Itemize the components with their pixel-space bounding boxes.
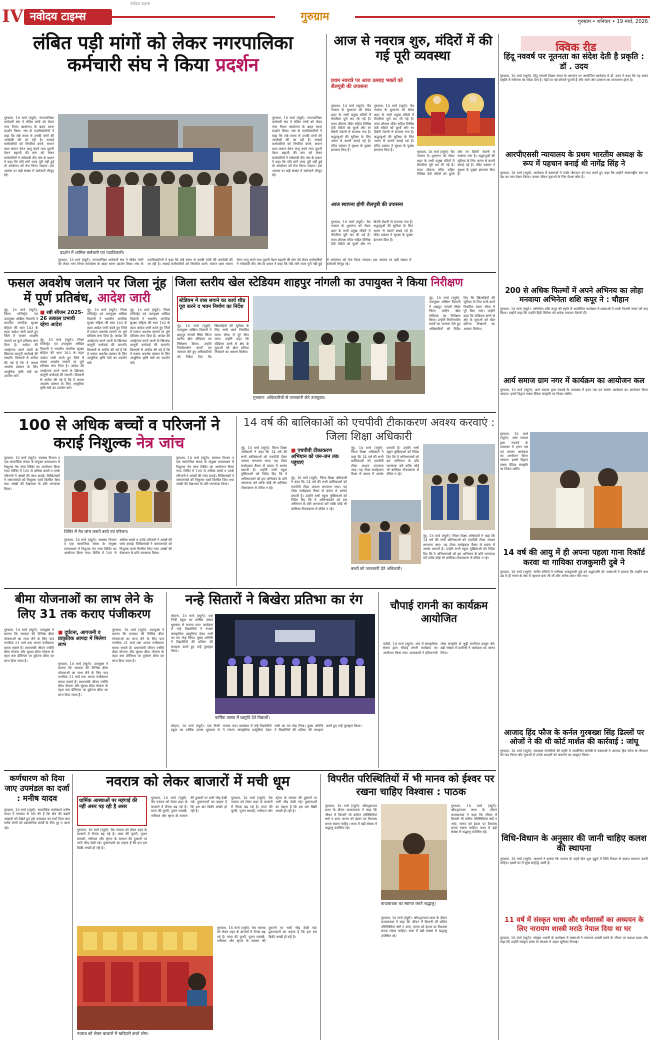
faith-photo	[381, 804, 447, 900]
divider-1	[4, 272, 496, 273]
headline-eye-accent: नेत्र जांच	[136, 434, 185, 452]
headline-stadium-accent: निरीक्षण	[430, 276, 464, 289]
protest-photo-image	[58, 114, 268, 249]
little-stars-caption: वार्षिक उत्सव में प्रस्तुति देते विद्यार्थी।	[215, 715, 270, 720]
headline-protest	[4, 34, 322, 76]
section-name: गुरुग्राम	[275, 9, 355, 25]
headline-subdivision: कर्णधारण को दिया जाए उपमंडल का दर्जा : मनीष यादव	[4, 774, 70, 803]
divider-3	[4, 588, 496, 589]
headline-navratri-market: नवरात्र को लेकर बाजारों में मची धूम	[106, 774, 290, 790]
eye-body-col2: गुरुग्राम, 18 मार्च (ब्यूरो): स्वास्थ्य विभाग व एक सामाजिक संस्था के संयुक्त तत्वावधान में निशुल्क नेत्र जांच शिविर का आयोजन किया गया। शिविर में 100 से अधिक बच्चों व उनके परिजनों ने आंखों की जांच कराई। चिकित्सकों ने जरूरतमंदों को निशुल्क चश्मे वितरित किए तथा आंखों की देखभाल के प्रति जागरूक किया।	[64, 538, 172, 556]
quickread-body-3: गुरुग्राम, 18 मार्च (ब्यूरो): अभिनेता शशि कपूर की स्मृति में आयोजित कार्यक्रम में वक्ताओं ने उनके फिल्मी सफर को याद किया। उन्होंने कहा कि उन्होंने हिंदी सिनेमा को अनेक यादगार फिल्में दीं।	[500, 307, 648, 316]
hpv-body-col4: नूंह, 18 मार्च (ब्यूरो): जिला शिक्षा अधिकारी ने कहा कि 14 वर्ष की सभी बालिकाओं को एचपीवी टीका अवश्य लगवाया जाए। यह टीका सर्वाइकल कैंसर से बचाव में अत्यंत प्रभावी है। उन्होंने सभी स्कूल मुखियाओं को निर्देश दिए कि वे अभिभावकों को इस अभियान के प्रति जागरूक करें ताकि कोई भी बालिका टीकाकरण से वंचित न रहे।	[423, 534, 495, 561]
navratri-body-col1: गुरुग्राम, 18 मार्च (ब्यूरो): चैत्र नवरात्र के शुभारंभ को लेकर शहर के सभी प्रमुख मंदिरों में तैयारियां पूरी कर ली गई हैं। माता शीतला मंदिर सहित विभिन्न देवी मंदिरों को फूलों और रंग बिरंगी रोशनी से सजाया गया है। श्रद्धालुओं की सुविधा के लिए अलग से कतारें बनाई गई हैं। मंदिर प्रबंधन ने सुरक्षा के पुख्ता इंतजाम किए हैं।	[331, 104, 371, 153]
headline-hpv: 14 वर्ष की बालिकाओं को एचपीवी टीकाकरण अवश्य करवाएं : जिला शिक्षा अधिकारी	[243, 416, 495, 443]
article-eye-camp	[4, 416, 234, 586]
ragni-body: पटौदी, 18 मार्च (ब्यूरो): गांव में सांस्कृतिक संस्था द्वारा चौपाई रागनी कार्यक्रम का आयोजन किया गया। कलाकारों ने हरियाणवी लोक संस्कृति से जुड़ी रागनियां प्रस्तुत कीं। बड़ी संख्या में ग्रामीणों ने कार्यक्रम का आनंद लिया।	[383, 642, 495, 655]
crop-body-col3: नूंह, 18 मार्च (ब्यूरो): जिला मजिस्ट्रेट एवं उपायुक्त अखिल पिलानी ने भारतीय नागरिक सुरक्षा संहिता की धारा 163 के तहत आदेश जारी करते हुए जिले में फसल अवशेष जलाने पर पूर्ण प्रतिबंध लगा दिया है। आदेश की अवहेलना करने वालों के खिलाफ कानूनी कार्रवाई की जाएगी। किसानों से अपील की गई है कि वे फसल अवशेष प्रबंधन के लिए आधुनिक कृषि यंत्रों का उपयोग करें।	[87, 308, 127, 365]
crop-sub-text: रबी सीजन 2025-26 तत्काल प्रभावी रहेगा आदेश	[40, 310, 84, 328]
crop-body-col2: नूंह, 18 मार्च (ब्यूरो): जिला मजिस्ट्रेट एवं उपायुक्त अखिल पिलानी ने भारतीय नागरिक सुरक्षा संहिता की धारा 163 के तहत आदेश जारी करते हुए जिले में फसल अवशेष जलाने पर पूर्ण प्रतिबंध लगा दिया है। आदेश की अवहेलना करने वालों के खिलाफ कानूनी कार्रवाई की जाएगी। किसानों से अपील की गई है कि वे फसल अवशेष प्रबंधन के लिए आधुनिक कृषि यंत्रों का उपयोग करें।	[40, 338, 84, 391]
navratri-body-col4: गुरुग्राम, 18 मार्च (ब्यूरो): चैत्र नवरात्र के शुभारंभ को लेकर शहर के सभी प्रमुख मंदिरों में तैयारियां पूरी कर ली गई हैं। माता शीतला मंदिर सहित विभिन्न देवी मंदिरों को फूलों और रंग बिरंगी रोशनी से सजाया गया है। श्रद्धालुओं की सुविधा के लिए अलग से कतारें बनाई गई हैं। मंदिर प्रबंधन ने सुरक्षा के पुख्ता इंतजाम किए हैं।	[417, 150, 495, 177]
headline-stadium	[175, 276, 497, 289]
quickread-item-2	[500, 150, 648, 284]
navratri-body-col2: गुरुग्राम, 18 मार्च (ब्यूरो): चैत्र नवरात्र के शुभारंभ को लेकर शहर के सभी प्रमुख मंदिरों में तैयारियां पूरी कर ली गई हैं। माता शीतला मंदिर सहित विभिन्न देवी मंदिरों को फूलों और रंग बिरंगी रोशनी से सजाया गया है। श्रद्धालुओं की सुविधा के लिए अलग से कतारें बनाई गई हैं। मंदिर प्रबंधन ने सुरक्षा के पुख्ता इंतजाम किए हैं।	[374, 104, 414, 153]
hpv-body-col1: नूंह, 18 मार्च (ब्यूरो): जिला शिक्षा अधिकारी ने कहा कि 14 वर्ष की सभी बालिकाओं को एचपीवी टीका अवश्य लगवाया जाए। यह टीका सर्वाइकल कैंसर से बचाव में अत्यंत प्रभावी है। उन्होंने सभी स्कूल मुखियाओं को निर्देश दिए कि वे अभिभावकों को इस अभियान के प्रति जागरूक करें ताकि कोई भी बालिका टीकाकरण से वंचित न रहे।	[241, 446, 287, 490]
quickread-body-5: गुरुग्राम, 18 मार्च (ब्यूरो): संगीत प्रेमियों ने गायिका राजकुमारी दुबे को श्रद्धांजलि दी। वक्ताओं ने बताया कि उन्होंने कम उम्र में ही गायन के क्षेत्र में पहचान बना ली थी और अनेक अमर गीत गाए।	[500, 570, 648, 579]
quickread-label-box	[521, 36, 631, 54]
faith-body-col2: गुरुग्राम, 18 मार्च (ब्यूरो): श्रीमद्भागवत कथा के दौरान कथावाचक ने कहा कि जीवन में कितनी भी कठिन परिस्थितियां क्यों न आएं, मानव को ईश्वर पर विश्वास बनाए रखना चाहिए। कथा में बड़ी संख्या में श्रद्धालु उपस्थित रहे।	[381, 916, 447, 938]
quickread-headline-6: आजाद हिंद फौज के कर्नल गुरबख्श सिंह ढिल्लों पर ओजों ने की थी कोर्ट मार्शल की कार्रवाई : जांघू	[503, 728, 645, 746]
quickread-headline-8: 11 वर्ष में संस्कृत भाषा और धर्मशास्त्रों का अध्ययन के लिए नारायण शास्त्री मराठे नेपाल दिया था घर	[504, 916, 644, 933]
stars-body-col1: सोहना, 18 मार्च (ब्यूरो): एक निजी स्कूल का वार्षिक उत्सव धूमधाम से मनाया गया। कार्यक्रम में नन्हे विद्यार्थियों ने रंगारंग सांस्कृतिक प्रस्तुतियां देकर सभी का मन मोह लिया। मुख्य अतिथि ने विद्यार्थियों की प्रतिभा की सराहना करते हुए उन्हें पुरस्कृत किया।	[171, 614, 213, 654]
navratri-sub	[331, 78, 413, 102]
navratri-body-col3: गुरुग्राम, 18 मार्च (ब्यूरो): चैत्र नवरात्र के शुभारंभ को लेकर शहर के सभी प्रमुख मंदिरों में तैयारियां पूरी कर ली गई हैं। माता शीतला मंदिर सहित विभिन्न देवी मंदिरों को फूलों और रंग बिरंगी रोशनी से सजाया गया है। श्रद्धालुओं की सुविधा के लिए अलग से कतारें बनाई गई हैं। मंदिर प्रबंधन ने सुरक्षा के पुख्ता इंतजाम किए हैं।	[331, 220, 413, 247]
stadium-photo	[253, 296, 425, 394]
masthead	[0, 0, 650, 32]
stars-body-col2: सोहना, 18 मार्च (ब्यूरो): एक निजी स्कूल का वार्षिक उत्सव धूमधाम से मनाया गया। कार्यक्रम में नन्हे विद्यार्थियों ने रंगारंग सांस्कृतिक प्रस्तुतियां देकर सभी का मन मोह लिया। मुख्य अतिथि ने विद्यार्थियों की प्रतिभा की सराहना करते हुए उन्हें पुरस्कृत किया।	[171, 724, 362, 733]
insurance-body-col2: गुरुग्राम, 18 मार्च (ब्यूरो): उपायुक्त ने बताया कि सरकार की विभिन्न बीमा योजनाओं का लाभ लेने के लिए पात्र नागरिक 31 मार्च तक अपना पंजीकरण करवा सकते हैं। प्रधानमंत्री जीवन ज्योति बीमा योजना और सुरक्षा बीमा योजना के तहत कम प्रीमियम पर दुर्घटना बीमा का लाभ दिया जाता है।	[58, 662, 108, 697]
quickread-body-1: गुरुग्राम, 18 मार्च (ब्यूरो): हिंदू नववर्ष विक्रम संवत के आगमन पर आयोजित कार्यक्रम में डॉ. उदय ने कहा कि यह समय प्रकृति में नवीनता का संदेश देता है। पेड़ों पर नई कोंपलें फूटती हैं और चारों ओर उल्लास का वातावरण होता है।	[500, 74, 648, 83]
quickread-item-6	[500, 728, 648, 832]
headline-stadium-main: जिला स्तरीय खेल स्टेडियम शाहपुर नांगली का उपायुक्त ने किया	[175, 276, 428, 289]
headline-faith: विपरीत परिस्थितियों में भी मानव को ईश्वर पर रखना चाहिए विश्वास : पाठक	[327, 774, 495, 798]
navratri-sub2: आज स्थापना होगी शैलपुत्री की उपासना	[331, 202, 403, 208]
hpv-body-col2: नूंह, 18 मार्च (ब्यूरो): जिला शिक्षा अधिकारी ने कहा कि 14 वर्ष की सभी बालिकाओं को एचपीवी टीका अवश्य लगवाया जाए। यह टीका सर्वाइकल कैंसर से बचाव में अत्यंत प्रभावी है। उन्होंने सभी स्कूल मुखियाओं को निर्देश दिए कि वे अभिभावकों को इस अभियान के प्रति जागरूक करें ताकि कोई भी बालिका टीकाकरण से वंचित न रहे।	[291, 476, 347, 511]
faith-body-col1: गुरुग्राम, 18 मार्च (ब्यूरो): श्रीमद्भागवत कथा के दौरान कथावाचक ने कहा कि जीवन में कितनी भी कठिन परिस्थितियां क्यों न आएं, मानव को ईश्वर पर विश्वास बनाए रखना चाहिए। कथा में बड़ी संख्या में श्रद्धालु उपस्थित रहे।	[325, 804, 377, 831]
market-sub-text: धार्मिक आस्थाओं पर महंगाई की नहीं असर पड़ रही है असर	[79, 798, 138, 810]
hpv-photo-image	[423, 444, 495, 530]
quickread-body-7: गुरुग्राम, 18 मार्च (ब्यूरो): आचार्य ने बताया कि नवरात्र के पहले दिन शुभ मुहूर्त में विधि विधान से कलश स्थापना करनी चाहिए। इससे घर में सुख समृद्धि आती है।	[500, 857, 648, 866]
hpv-sub-bullet: ■	[291, 448, 298, 454]
eye-caption: शिविर में नेत्र जांच कराते बच्चे एवं परिजन।	[64, 529, 129, 534]
article-hpv	[236, 416, 496, 586]
stadium-body-col1: नूंह, 18 मार्च (ब्यूरो): उपायुक्त अखिल पिलानी ने शाहपुर नांगली स्थित जिला स्तरीय खेल स्टेडियम का निरीक्षण किया। उन्होंने निर्माणाधीन कार्यों का जायजा लेते हुए अधिकारियों को निर्देश दिए कि खिलाड़ियों की सुविधा के लिए सभी कार्य निर्धारित समय सीमा में पूरे किए जाएं। उन्होंने कहा कि स्टेडियम बनने से क्षेत्र के युवाओं को खेल प्रतिभा निखारने का अवसर मिलेगा।	[177, 324, 249, 359]
hpv-photo	[423, 444, 495, 530]
article-crop-residue	[4, 276, 170, 410]
article-faith	[320, 774, 496, 1040]
hpv-body-col3: नूंह, 18 मार्च (ब्यूरो): जिला शिक्षा अधिकारी ने कहा कि 14 वर्ष की सभी बालिकाओं को एचपीवी टीका अवश्य लगवाया जाए। यह टीका सर्वाइकल कैंसर से बचाव में अत्यंत प्रभावी है। उन्होंने सभी स्कूल मुखियाओं को निर्देश दिए कि वे अभिभावकों को इस अभियान के प्रति जागरूक करें ताकि कोई भी बालिका टीकाकरण से वंचित न रहे।	[351, 446, 419, 477]
quickread-label: क्विक रीड	[555, 41, 597, 54]
eye-body-col3: गुरुग्राम, 18 मार्च (ब्यूरो): स्वास्थ्य विभाग व एक सामाजिक संस्था के संयुक्त तत्वावधान में निशुल्क नेत्र जांच शिविर का आयोजन किया गया। शिविर में 100 से अधिक बच्चों व उनके परिजनों ने आंखों की जांच कराई। चिकित्सकों ने जरूरतमंदों को निशुल्क चश्मे वितरित किए तथा आंखों की देखभाल के प्रति जागरूक किया।	[176, 456, 234, 487]
quickread-headline-3: 200 से अधिक फिल्मों में अपने अभिनय का लोहा मनवाया अभिनेता शशि कपूर ने : चौहान	[504, 286, 644, 304]
quickread-headline-5: 14 वर्ष की आयु में ही अपना पहला गाना रिकॉर्ड करवा था गायिका राजकुमारी दुबे ने	[503, 548, 645, 567]
stadium-sub	[177, 296, 249, 322]
protest-body-bottom: गुरुग्राम, 18 मार्च (ब्यूरो): नगरपालिका कर्मचारी संघ ने लंबित मांगों को लेकर नगर निगम कार्यालय के बाहर धरना प्रदर्शन किया। संघ के पदाधिकारियों ने कहा कि लंबे समय से उनकी मांगों की अनदेखी की जा रही है। सफाई कर्मचारियों को नियमित करने, समान काम समान वेतन लागू करने तथा पुरानी पेंशन बहाली की मांग को लेकर कर्मचारियों ने नारेबाजी की। संघ के प्रधान ने कहा कि यदि मांगें जल्द पूरी नहीं हुईं तो आंदोलन को तेज किया जाएगा। इस अवसर पर बड़ी संख्या में कर्मचारी मौजूद रहे।	[58, 258, 412, 267]
eye-body-col1: गुरुग्राम, 18 मार्च (ब्यूरो): स्वास्थ्य विभाग व एक सामाजिक संस्था के संयुक्त तत्वावधान में निशुल्क नेत्र जांच शिविर का आयोजन किया गया। शिविर में 100 से अधिक बच्चों व उनके परिजनों ने आंखों की जांच कराई। चिकित्सकों ने जरूरतमंदों को निशुल्क चश्मे वितरित किए तथा आंखों की देखभाल के प्रति जागरूक किया।	[4, 456, 60, 491]
headline-eye-camp	[4, 416, 234, 452]
market-body-col4: गुरुग्राम, 18 मार्च (ब्यूरो): चैत्र नवरात्र को लेकर शहर के बाजारों में रौनक बढ़ गई है। माता की चुनरी, पूजन सामग्री, नारियल और श्रृंगार के सामान की दुकानों पर भारी भीड़ देखी गई। दुकानदारों का कहना है कि इस बार बिक्री अच्छी हो रही है।	[217, 926, 317, 944]
headline-protest-line2	[4, 56, 322, 76]
article-insurance	[4, 592, 164, 768]
quickread-headline-1: हिंदू नववर्ष पर नूतनता का संदेश देती है प्रकृति : डॉ . उदय	[503, 52, 645, 71]
article-subdivision	[4, 774, 70, 1040]
headline-protest-accent: प्रदर्शन	[215, 54, 259, 76]
quickread-headline-7: विधि-विधान के अनुसार की जानी चाहिए कलश की स्थापना	[501, 834, 647, 854]
article-stadium	[172, 276, 496, 410]
insurance-sub-bullet: ■	[58, 630, 65, 636]
navratri-sub-text: प्रथम नवरात्रे पर आज उत्साह भक्तों को शैलपुत्री की उपासना	[331, 78, 403, 90]
quickread-item-3	[500, 286, 648, 374]
top-tag: नवोदय टाइम्स	[130, 1, 151, 6]
quickread-body-4: गुरुग्राम, 18 मार्च (ब्यूरो): आर्य समाज द्वारा नववर्ष के उपलक्ष्य में हवन यज्ञ एवं सत्संग कार्यक्रम का आयोजन किया जाएगा। इसमें विद्वान वक्ता वैदिक संस्कृति पर विचार रखेंगे।	[500, 388, 648, 397]
quickread-body-8: गुरुग्राम, 18 मार्च (ब्यूरो): संस्कृत भारती के कार्यक्रम में वक्ताओं ने नारायण शास्त्री मराठे के जीवन पर प्रकाश डाला और कहा कि उन्होंने संस्कृत भाषा के संरक्षण में अहम भूमिका निभाई।	[500, 936, 648, 945]
quickread-body-4b: गुरुग्राम, 18 मार्च (ब्यूरो): आर्य समाज द्वारा नववर्ष के उपलक्ष्य में हवन यज्ञ एवं सत्संग कार्यक्रम का आयोजन किया जाएगा। इसमें विद्वान वक्ता वैदिक संस्कृति पर विचार रखेंगे।	[500, 432, 528, 472]
article-little-stars	[166, 592, 376, 768]
article-navratri-market	[72, 774, 318, 1040]
quickread-photo-arya-samaj	[530, 432, 648, 540]
little-stars-photo-image	[215, 614, 375, 714]
protest-caption: प्रदर्शन में शामिल कर्मचारी एवं पदाधिकारी।	[60, 250, 125, 255]
hpv-photo-2	[351, 500, 421, 564]
navratri-market-photo-image	[77, 926, 213, 1030]
quickread-item-7	[500, 834, 648, 914]
market-body-col1: गुरुग्राम, 18 मार्च (ब्यूरो): चैत्र नवरात्र को लेकर शहर के बाजारों में रौनक बढ़ गई है। माता की चुनरी, पूजन सामग्री, नारियल और श्रृंगार के सामान की दुकानों पर भारी भीड़ देखी गई। दुकानदारों का कहना है कि इस बार बिक्री अच्छी हो रही है।	[77, 828, 147, 850]
little-stars-photo	[215, 614, 375, 714]
headline-ragni: चौपाई रागनी का कार्यक्रम आयोजित	[390, 600, 488, 625]
quickread-headline-4: आर्य समाज ग्राम नगर में कार्यक्रम का आयोजन कल	[503, 376, 645, 385]
hpv-photo-2-image	[351, 500, 421, 564]
headline-eye-main: 100 से अधिक बच्चों व परिजनों ने कराई निशुल्क	[18, 416, 220, 452]
insurance-body-col1: गुरुग्राम, 18 मार्च (ब्यूरो): उपायुक्त ने बताया कि सरकार की विभिन्न बीमा योजनाओं का लाभ लेने के लिए पात्र नागरिक 31 मार्च तक अपना पंजीकरण करवा सकते हैं। प्रधानमंत्री जीवन ज्योति बीमा योजना और सुरक्षा बीमा योजना के तहत कम प्रीमियम पर दुर्घटना बीमा का लाभ दिया जाता है।	[4, 628, 54, 663]
divider-2	[4, 412, 496, 413]
protest-body-col3: गुरुग्राम, 18 मार्च (ब्यूरो): नगरपालिका कर्मचारी संघ ने लंबित मांगों को लेकर नगर निगम कार्यालय के बाहर धरना प्रदर्शन किया। संघ के पदाधिकारियों ने कहा कि लंबे समय से उनकी मांगों की अनदेखी की जा रही है। सफाई कर्मचारियों को नियमित करने, समान काम समान वेतन लागू करने तथा पुरानी पेंशन बहाली की मांग को लेकर कर्मचारियों ने नारेबाजी की। संघ के प्रधान ने कहा कि यदि मांगें जल्द पूरी नहीं हुईं तो आंदोलन को तेज किया जाएगा। इस अवसर पर बड़ी संख्या में कर्मचारी मौजूद रहे।	[272, 116, 322, 178]
stadium-body-col3: नूंह, 18 मार्च (ब्यूरो): उपायुक्त अखिल पिलानी ने शाहपुर नांगली स्थित जिला स्तरीय खेल स्टेडियम का निरीक्षण किया। उन्होंने निर्माणाधीन कार्यों का जायजा लेते हुए अधिकारियों को निर्देश दिए कि खिलाड़ियों की सुविधा के लिए सभी कार्य निर्धारित समय सीमा में पूरे किए जाएं। उन्होंने कहा कि स्टेडियम बनने से क्षेत्र के युवाओं को खेल प्रतिभा निखारने का अवसर मिलेगा।	[429, 296, 495, 331]
subdivision-body: गुरुग्राम, 18 मार्च (ब्यूरो): सामाजिक कार्यकर्ता मनीष यादव ने सरकार से मांग की है कि क्षेत्र की बढ़ती आबादी को देखते हुए इसे उपमंडल का दर्जा दिया जाए ताकि लोगों को प्रशासनिक कार्यों के लिए दूर न जाना पड़े।	[4, 808, 70, 830]
crop-body-col4: नूंह, 18 मार्च (ब्यूरो): जिला मजिस्ट्रेट एवं उपायुक्त अखिल पिलानी ने भारतीय नागरिक सुरक्षा संहिता की धारा 163 के तहत आदेश जारी करते हुए जिले में फसल अवशेष जलाने पर पूर्ण प्रतिबंध लगा दिया है। आदेश की अवहेलना करने वालों के खिलाफ कानूनी कार्रवाई की जाएगी। किसानों से अपील की गई है कि वे फसल अवशेष प्रबंधन के लिए आधुनिक कृषि यंत्रों का उपयोग करें।	[130, 308, 170, 365]
protest-body-col1: गुरुग्राम, 18 मार्च (ब्यूरो): नगरपालिका कर्मचारी संघ ने लंबित मांगों को लेकर नगर निगम कार्यालय के बाहर धरना प्रदर्शन किया। संघ के पदाधिकारियों ने कहा कि लंबे समय से उनकी मांगों की अनदेखी की जा रही है। सफाई कर्मचारियों को नियमित करने, समान काम समान वेतन लागू करने तथा पुरानी पेंशन बहाली की मांग को लेकर कर्मचारियों ने नारेबाजी की। संघ के प्रधान ने कहा कि यदि मांगें जल्द पूरी नहीं हुईं तो आंदोलन को तेज किया जाएगा। इस अवसर पर बड़ी संख्या में कर्मचारी मौजूद रहे।	[4, 116, 54, 178]
quickread-body-2: गुरुग्राम, 18 मार्च (ब्यूरो): कार्यक्रम में वक्ताओं ने उनके योगदान को याद करते हुए कहा कि उन्होंने अंतरराष्ट्रीय स्तर पर देश का नाम रोशन किया। उनका जीवन युवाओं के लिए प्रेरणा स्रोत है।	[500, 171, 648, 180]
article-navratri-temples	[326, 34, 496, 270]
quickread-headline-2: आरपीएससी न्यायालय के प्रथम भारतीय अध्यक्ष के रूप में पहचान बनाई थी नागेंद्र सिंह ने	[505, 150, 643, 168]
stadium-photo-image	[253, 296, 425, 394]
eye-camp-photo	[64, 456, 172, 528]
city-date: गुरुग्राम • शनिवार • 19 मार्च, 2026	[577, 19, 648, 25]
headline-crop-residue	[4, 276, 170, 305]
market-body-col2: गुरुग्राम, 18 मार्च (ब्यूरो): चैत्र नवरात्र को लेकर शहर के बाजारों में रौनक बढ़ गई है। माता की चुनरी, पूजन सामग्री, नारियल और श्रृंगार के सामान की दुकानों पर भारी भीड़ देखी गई। दुकानदारों का कहना है कि इस बार बिक्री अच्छी हो रही है।	[151, 796, 227, 818]
quickread-item-8	[500, 916, 648, 1038]
hpv-sub	[291, 448, 347, 474]
faith-photo-image	[381, 804, 447, 900]
market-body-col3: गुरुग्राम, 18 मार्च (ब्यूरो): चैत्र नवरात्र को लेकर शहर के बाजारों में रौनक बढ़ गई है। माता की चुनरी, पूजन सामग्री, नारियल और श्रृंगार के सामान की दुकानों पर भारी भीड़ देखी गई। दुकानदारों का कहना है कि इस बार बिक्री अच्छी हो रही है।	[231, 796, 317, 814]
navratri-market-photo	[77, 926, 213, 1030]
headline-crop-accent: आदेश जारी	[97, 289, 151, 305]
headline-protest-main: कर्मचारी संघ ने किया	[67, 54, 210, 76]
divider-4	[4, 770, 496, 771]
hpv-caption: बच्चों को जानकारी देते अधिकारी।	[351, 566, 403, 571]
article-ragni	[378, 592, 496, 768]
quickread-item-4	[500, 376, 648, 546]
headline-little-stars: नन्हे सितारों ने बिखेरा प्रतिभा का रंग	[185, 592, 363, 608]
insurance-sub-text: दुर्घटना, आगजनी व प्राकृतिक आपदा में मिलेगा लाभ	[58, 630, 106, 648]
headline-navratri-temples: आज से नवरात्र शुरु, मंदिरों में की गई पूरी व्यवस्था	[333, 34, 493, 64]
quickread-body-6: गुरुग्राम, 18 मार्च (ब्यूरो): स्वतंत्रता सेनानियों की स्मृति में आयोजित संगोष्ठी में वक्ताओं ने आजाद हिंद फौज के योगदान को याद किया और युवाओं से उनके आदर्शों को अपनाने का आह्वान किया।	[500, 749, 648, 758]
navratri-temple-photo-image	[417, 78, 495, 146]
eye-camp-photo-image	[64, 456, 172, 528]
insurance-body-col3: गुरुग्राम, 18 मार्च (ब्यूरो): उपायुक्त ने बताया कि सरकार की विभिन्न बीमा योजनाओं का लाभ लेने के लिए पात्र नागरिक 31 मार्च तक अपना पंजीकरण करवा सकते हैं। प्रधानमंत्री जीवन ज्योति बीमा योजना और सुरक्षा बीमा योजना के तहत कम प्रीमियम पर दुर्घटना बीमा का लाभ दिया जाता है।	[112, 628, 164, 663]
page-number: IV	[2, 7, 24, 27]
insurance-sub	[58, 630, 108, 658]
navratri-temple-photo	[417, 78, 495, 146]
arya-samaj-photo-image	[530, 432, 648, 540]
protest-photo	[58, 114, 268, 249]
masthead-line	[112, 16, 650, 18]
headline-insurance: बीमा योजनाओं का लाभ लेने के लिए 31 तक कराए पंजीकरण	[14, 592, 154, 621]
headline-crop-main: फसल अवशेष जलाने पर जिला नूंह में पूर्ण प्रतिबंध,	[7, 275, 167, 305]
stadium-caption: गुरुग्राम: अधिकारियों से जानकारी लेते उपायुक्त।	[253, 395, 326, 400]
hpv-sub-text: एचपीवी टीकाकरण अभियान को जन-जन तक पहुंचाएं	[291, 448, 339, 466]
faith-caption: कथावाचक का स्वागत करते श्रद्धालु।	[381, 901, 436, 906]
stadium-sub-text: स्टेडियम में वास सगाने का कार्य शीघ्र पूरा करने व भवन निर्माण का निर्देश	[179, 298, 246, 310]
headline-protest-line1: लंबित पड़ी मांगों को लेकर नगरपालिका	[32, 33, 294, 54]
crop-sub-bullet: ■	[40, 310, 47, 316]
market-caption: नवरात्र को लेकर बाजारों में खरीदारी करते लोग।	[77, 1031, 149, 1036]
quickread-item-1	[500, 52, 648, 148]
quickread-item-5	[500, 548, 648, 724]
crop-sub	[40, 310, 84, 336]
paper-name-banner	[24, 9, 112, 25]
crop-body-col1: नूंह, 18 मार्च (ब्यूरो): जिला मजिस्ट्रेट एवं उपायुक्त अखिल पिलानी ने भारतीय नागरिक सुरक्षा संहिता की धारा 163 के तहत आदेश जारी करते हुए जिले में फसल अवशेष जलाने पर पूर्ण प्रतिबंध लगा दिया है। आदेश की अवहेलना करने वालों के खिलाफ कानूनी कार्रवाई की जाएगी। किसानों से अपील की गई है कि वे फसल अवशेष प्रबंधन के लिए आधुनिक कृषि यंत्रों का उपयोग करें।	[4, 308, 38, 379]
paper-name: नवोदय टाइम्स	[30, 10, 86, 23]
faith-body-col3: गुरुग्राम, 18 मार्च (ब्यूरो): श्रीमद्भागवत कथा के दौरान कथावाचक ने कहा कि जीवन में कितनी भी कठिन परिस्थितियां क्यों न आएं, मानव को ईश्वर पर विश्वास बनाए रखना चाहिए। कथा में बड़ी संख्या में श्रद्धालु उपस्थित रहे।	[451, 804, 497, 835]
market-sub	[77, 796, 147, 826]
